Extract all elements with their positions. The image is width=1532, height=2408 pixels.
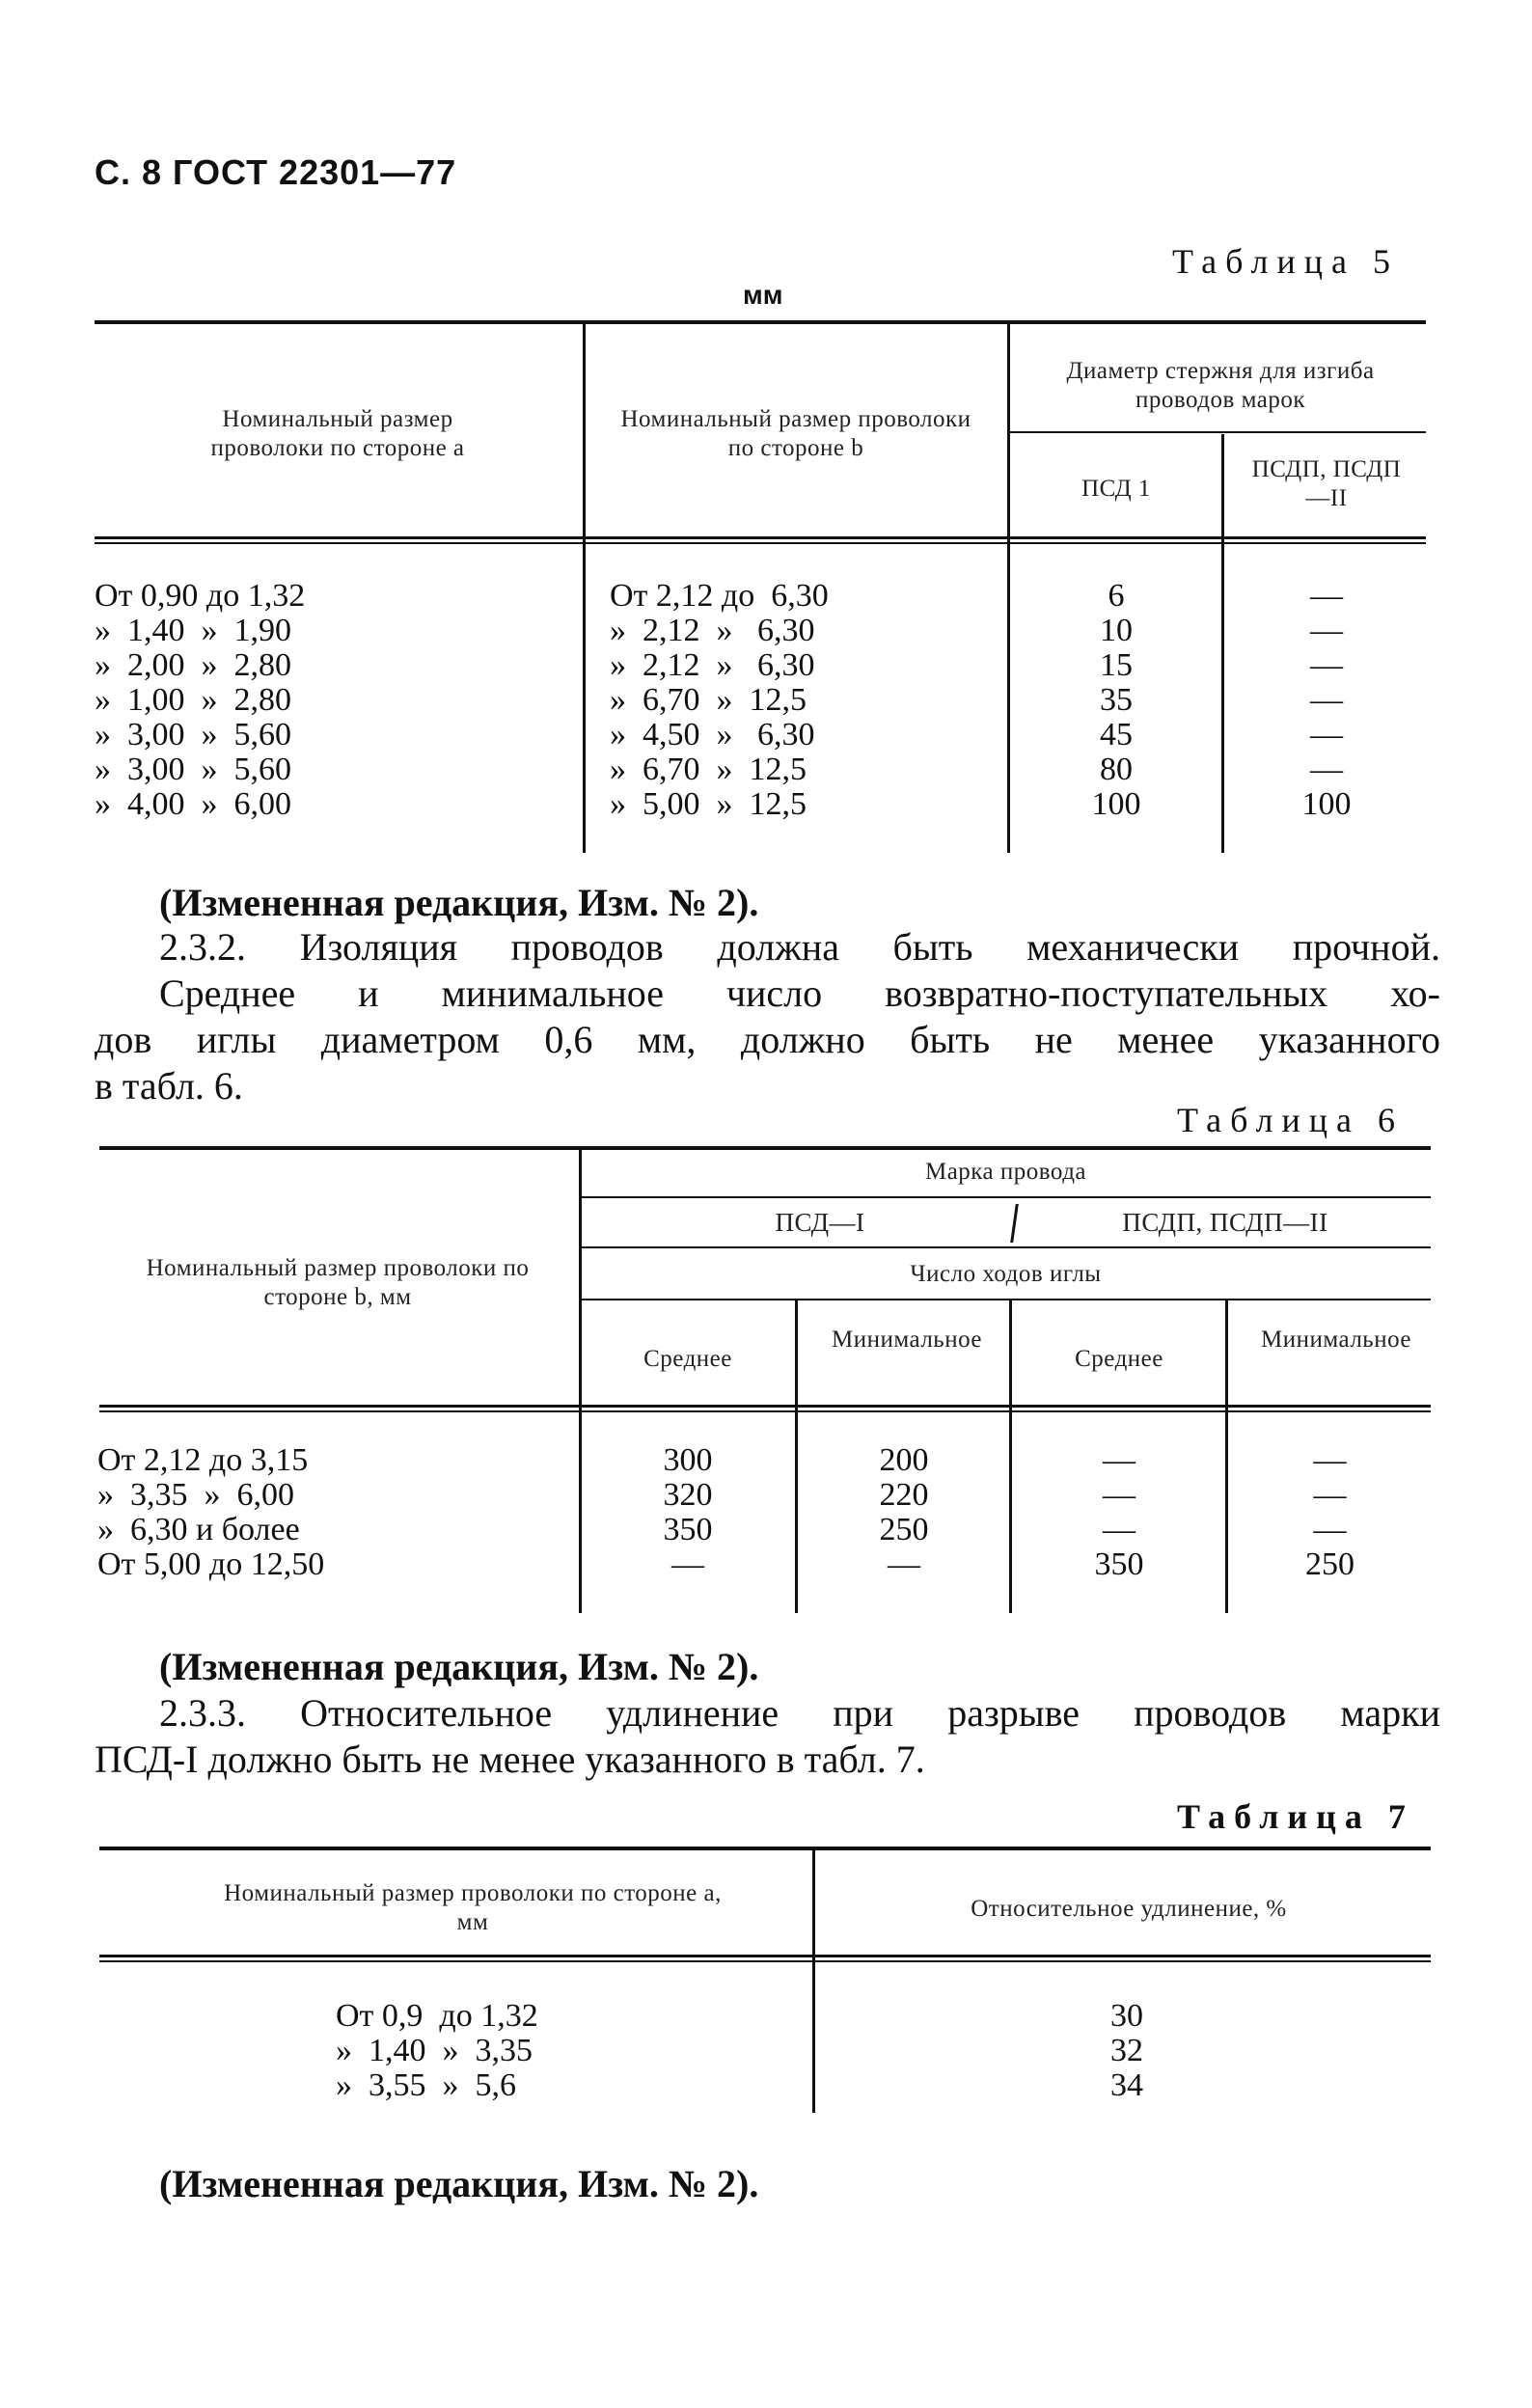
table5-sub-psd1: ПСД 1 bbox=[1081, 476, 1151, 502]
para-2-3-2-line-3: дов иглы диаметром 0,6 мм, должно быть не менее указанного bbox=[95, 1018, 1440, 1061]
table5-b-row-6: » 6,70 » 12,5 bbox=[610, 752, 807, 787]
table5-a-row-6: » 3,00 » 5,60 bbox=[95, 752, 291, 787]
table6-size-header: Номинальный размер проволоки по стороне b, мм bbox=[146, 1255, 530, 1310]
table6-psd-avg-row-1: 300 bbox=[663, 1442, 713, 1478]
table7-size-row-1: От 0,9 до 1,32 bbox=[336, 1998, 538, 2034]
table5-unit: мм bbox=[743, 280, 783, 310]
table5-a-row-3: » 2,00 » 2,80 bbox=[95, 647, 291, 683]
table6-size-row-2: » 3,35 » 6,00 bbox=[97, 1477, 294, 1513]
table5-group-rule bbox=[1009, 431, 1426, 433]
table5-header-rule bbox=[95, 536, 1426, 539]
table6-caption: Таблица 6 bbox=[1177, 1101, 1404, 1139]
table5-col-b-header: Номинальный размер проволоки по стороне b bbox=[620, 406, 971, 461]
table5-b-row-7: » 5,00 » 12,5 bbox=[610, 786, 807, 822]
table5-psd1-row-1: 6 bbox=[1108, 578, 1125, 614]
page-header: С. 8 ГОСТ 22301—77 bbox=[95, 152, 457, 192]
table6-psdp-min-row-4: 250 bbox=[1305, 1546, 1354, 1582]
table5-caption: Таблица 5 bbox=[1172, 242, 1399, 281]
table7-vline bbox=[812, 1850, 815, 2113]
table6-psd-header: ПСД—I bbox=[775, 1208, 865, 1237]
table6-size-row-3: » 6,30 и более bbox=[97, 1512, 300, 1547]
amendment-note-3: (Измененная редакция, Изм. № 2). bbox=[159, 2162, 759, 2205]
para-2-3-2-line-2: Среднее и минимальное число возвратно-поступательных хо- bbox=[159, 971, 1440, 1015]
table6-vline-4 bbox=[1225, 1300, 1228, 1613]
table5-psdp-row-2: — bbox=[1310, 613, 1343, 648]
table5-a-row-5: » 3,00 » 5,60 bbox=[95, 717, 291, 752]
table7-header-rule-2 bbox=[99, 1960, 1431, 1962]
table6-psdp-min-row-1: — bbox=[1313, 1442, 1347, 1478]
table6-vline-psd-split bbox=[1010, 1204, 1019, 1243]
table7-header-rule bbox=[99, 1955, 1431, 1957]
table7-elong-row-2: 32 bbox=[1110, 2033, 1143, 2068]
table5-a-row-2: » 1,40 » 1,90 bbox=[95, 613, 291, 648]
table6-psdp-avg-row-1: — bbox=[1103, 1442, 1135, 1478]
para-2-3-3-line-2: ПСД-I должно быть не менее указанного в табл. 7. bbox=[95, 1738, 925, 1781]
table5-b-row-3: » 2,12 » 6,30 bbox=[610, 647, 815, 683]
table6-brand-header: Марка провода bbox=[924, 1159, 1087, 1185]
amendment-note-1: (Измененная редакция, Изм. № 2). bbox=[159, 881, 759, 924]
table5-psdp-row-5: — bbox=[1310, 717, 1343, 752]
table6-psd-min-row-1: 200 bbox=[879, 1442, 929, 1478]
table7-size-header: Номинальный размер проволоки по стороне a, мм bbox=[224, 1880, 722, 1935]
table5-a-row-7: » 4,00 » 6,00 bbox=[95, 786, 291, 822]
table6-psdp-header: ПСДП, ПСДП—II bbox=[1122, 1208, 1328, 1237]
table6-psd-avg-header: Среднее bbox=[643, 1346, 732, 1372]
table6-size-row-1: От 2,12 до 3,15 bbox=[97, 1442, 309, 1478]
table7-size-row-2: » 1,40 » 3,35 bbox=[336, 2033, 533, 2068]
table6-psdp-min-row-2: — bbox=[1313, 1477, 1347, 1513]
amendment-note-2: (Измененная редакция, Изм. № 2). bbox=[159, 1645, 759, 1688]
table5-b-row-5: » 4,50 » 6,30 bbox=[610, 717, 815, 752]
table5-psd1-row-7: 100 bbox=[1091, 786, 1141, 822]
table5-a-row-4: » 1,00 » 2,80 bbox=[95, 682, 291, 718]
table5-sub-psdp: ПСДП, ПСДП—II bbox=[1251, 456, 1402, 511]
table5-vline-3 bbox=[1221, 434, 1224, 853]
table7-elong-header: Относительное удлинение, % bbox=[971, 1896, 1287, 1922]
table6-psd-avg-row-3: 350 bbox=[663, 1512, 713, 1547]
table6-psd-avg-row-4: — bbox=[671, 1546, 704, 1582]
table6-vline-3 bbox=[1009, 1300, 1012, 1613]
table7-size-row-3: » 3,55 » 5,6 bbox=[336, 2067, 516, 2103]
table5-psd1-row-2: 10 bbox=[1100, 613, 1133, 648]
table6-psdp-avg-row-3: — bbox=[1103, 1512, 1135, 1547]
table6-psd-min-row-2: 220 bbox=[879, 1477, 929, 1513]
table5-psdp-row-4: — bbox=[1310, 682, 1343, 718]
table5-psdp-row-6: — bbox=[1310, 752, 1343, 787]
table6-size-row-4: От 5,00 до 12,50 bbox=[97, 1546, 325, 1582]
table7-elong-row-3: 34 bbox=[1110, 2067, 1143, 2103]
table6-psdp-avg-row-4: 350 bbox=[1094, 1546, 1144, 1582]
table6-count-header: Число ходов иглы bbox=[910, 1261, 1102, 1287]
table7-elong-row-1: 30 bbox=[1110, 1998, 1143, 2034]
table6-psd-min-row-4: — bbox=[888, 1546, 920, 1582]
table5-b-row-4: » 6,70 » 12,5 bbox=[610, 682, 807, 718]
table5-b-row-1: От 2,12 до 6,30 bbox=[610, 578, 829, 614]
table5-col-a-header: Номинальный размер проволоки по стороне a bbox=[210, 406, 465, 461]
table6-psd-min-header: Минимальное bbox=[832, 1327, 982, 1353]
table5-psd1-row-5: 45 bbox=[1100, 717, 1133, 752]
table5-psdp-row-1: — bbox=[1310, 578, 1343, 614]
table5-psdp-row-7: 100 bbox=[1301, 786, 1352, 822]
table7-caption: Таблица 7 bbox=[1177, 1797, 1414, 1836]
table6-brand-rule bbox=[581, 1196, 1431, 1198]
table5-psdp-row-3: — bbox=[1310, 647, 1343, 683]
table7-top-rule bbox=[99, 1847, 1431, 1850]
table5-b-row-2: » 2,12 » 6,30 bbox=[610, 613, 815, 648]
table6-psd-rule bbox=[581, 1246, 1431, 1248]
table6-psdp-avg-header: Среднее bbox=[1075, 1346, 1163, 1372]
table6-psdp-min-row-3: — bbox=[1313, 1512, 1347, 1547]
para-2-3-2-line-4: в табл. 6. bbox=[95, 1064, 243, 1108]
table5-psd1-row-4: 35 bbox=[1100, 682, 1133, 718]
para-2-3-3-line-1: 2.3.3. Относительное удлинение при разрыве проводов марки bbox=[159, 1691, 1440, 1735]
table6-psdp-min-header: Минимальное bbox=[1261, 1327, 1411, 1353]
table5-a-row-1: От 0,90 до 1,32 bbox=[95, 578, 306, 614]
table6-count-rule bbox=[581, 1299, 1431, 1300]
table5-psd1-row-3: 15 bbox=[1100, 647, 1133, 683]
table6-header-rule-2 bbox=[99, 1410, 1431, 1412]
table6-vline-2 bbox=[795, 1300, 798, 1613]
table5-psd1-row-6: 80 bbox=[1100, 752, 1133, 787]
para-2-3-2-line-1: 2.3.2. Изоляция проводов должна быть механически прочной. bbox=[159, 925, 1440, 969]
table5-header-rule-2 bbox=[95, 542, 1426, 544]
table5-vline-2 bbox=[1007, 324, 1010, 853]
table5-top-rule bbox=[95, 320, 1426, 324]
table5-vline-1 bbox=[583, 324, 586, 853]
table6-header-rule bbox=[99, 1405, 1431, 1408]
table6-psdp-avg-row-2: — bbox=[1103, 1477, 1135, 1513]
table6-top-rule bbox=[99, 1146, 1431, 1150]
table6-psd-min-row-3: 250 bbox=[879, 1512, 929, 1547]
table6-psd-avg-row-2: 320 bbox=[663, 1477, 713, 1513]
table5-col-group-header: Диаметр стержня для изгиба проводов марок bbox=[1066, 358, 1375, 413]
